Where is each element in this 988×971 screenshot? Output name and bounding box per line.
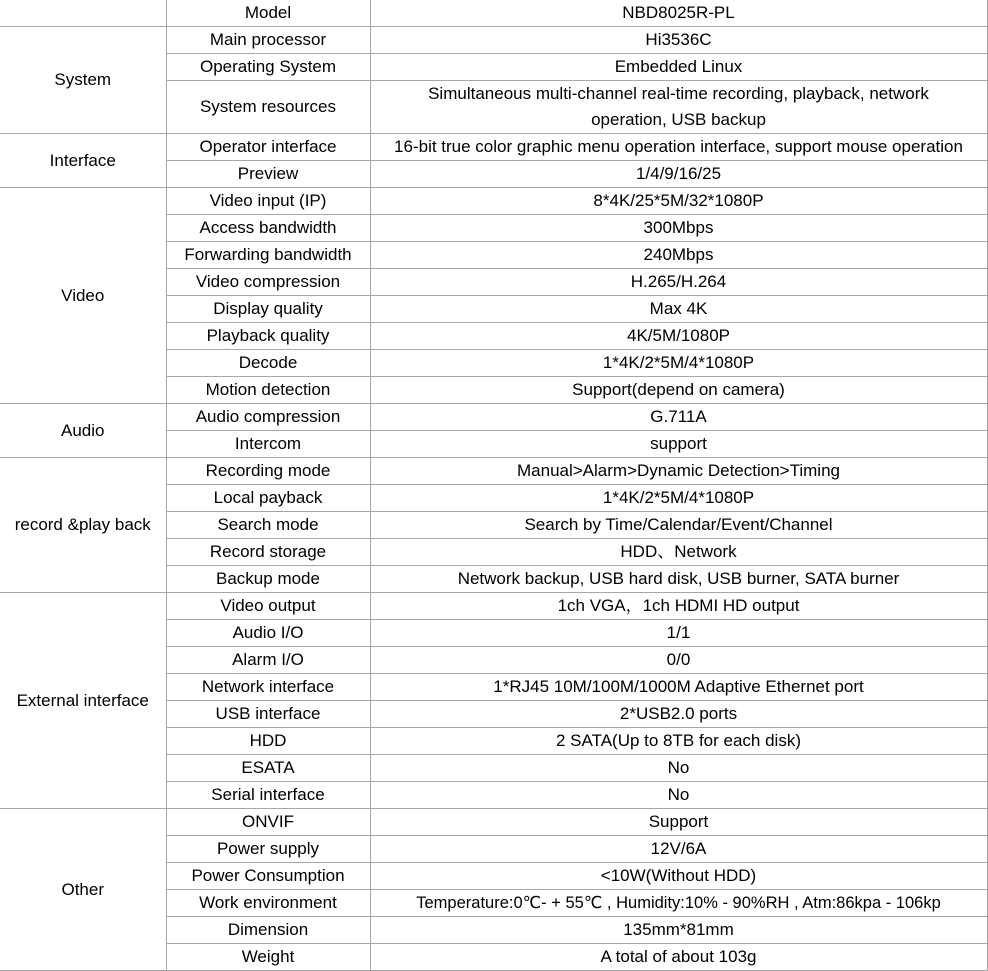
param-cell: Intercom	[166, 431, 370, 458]
param-cell: Work environment	[166, 890, 370, 917]
value-cell: Simultaneous multi-channel real-time recording, playback, network operation, USB backup	[370, 81, 987, 134]
param-cell: Network interface	[166, 674, 370, 701]
param-cell: USB interface	[166, 701, 370, 728]
param-cell: Operating System	[166, 54, 370, 81]
value-cell: 1ch VGA，1ch HDMI HD output	[370, 593, 987, 620]
param-cell: Playback quality	[166, 323, 370, 350]
param-cell: ONVIF	[166, 809, 370, 836]
value-cell: 2*USB2.0 ports	[370, 701, 987, 728]
param-cell: Video output	[166, 593, 370, 620]
param-cell: Forwarding bandwidth	[166, 242, 370, 269]
value-cell: 1*4K/2*5M/4*1080P	[370, 350, 987, 377]
param-cell: Display quality	[166, 296, 370, 323]
value-cell: Max 4K	[370, 296, 987, 323]
param-cell: Video input (IP)	[166, 188, 370, 215]
value-cell: NBD8025R-PL	[370, 0, 987, 27]
value-cell: Support	[370, 809, 987, 836]
param-cell: Model	[166, 0, 370, 27]
value-cell: No	[370, 782, 987, 809]
table-row	[0, 188, 987, 215]
value-cell: 300Mbps	[370, 215, 987, 242]
param-cell: HDD	[166, 728, 370, 755]
value-cell: 1/4/9/16/25	[370, 161, 987, 188]
value-cell: No	[370, 755, 987, 782]
table-row	[0, 404, 987, 431]
value-cell: H.265/H.264	[370, 269, 987, 296]
value-cell: 12V/6A	[370, 836, 987, 863]
category-cell-external-interface: External interface	[0, 593, 166, 809]
param-cell: Audio I/O	[166, 620, 370, 647]
param-cell: Record storage	[166, 539, 370, 566]
param-cell: Local payback	[166, 485, 370, 512]
value-cell: <10W(Without HDD)	[370, 863, 987, 890]
category-cell-system: System	[0, 27, 166, 134]
param-cell: Power Consumption	[166, 863, 370, 890]
category-cell-audio: Audio	[0, 404, 166, 458]
category-cell-other: Other	[0, 809, 166, 971]
param-cell: Alarm I/O	[166, 647, 370, 674]
category-cell-interface: Interface	[0, 134, 166, 188]
param-cell: Recording mode	[166, 458, 370, 485]
param-cell: Dimension	[166, 917, 370, 944]
value-cell: Hi3536C	[370, 27, 987, 54]
category-cell-record-playback: record &play back	[0, 458, 166, 593]
value-cell: Search by Time/Calendar/Event/Channel	[370, 512, 987, 539]
param-cell: Preview	[166, 161, 370, 188]
param-cell: Main processor	[166, 27, 370, 54]
value-cell: 135mm*81mm	[370, 917, 987, 944]
param-cell: Operator interface	[166, 134, 370, 161]
value-cell: HDD、Network	[370, 539, 987, 566]
table-row	[0, 0, 987, 27]
value-cell: 4K/5M/1080P	[370, 323, 987, 350]
table-row	[0, 809, 987, 836]
param-cell: ESATA	[166, 755, 370, 782]
value-cell: 8*4K/25*5M/32*1080P	[370, 188, 987, 215]
param-cell: Audio compression	[166, 404, 370, 431]
value-cell: Temperature:0℃- + 55℃ , Humidity:10% - 90%RH , Atm:86kpa - 106kp	[370, 890, 987, 917]
param-cell: Search mode	[166, 512, 370, 539]
param-cell: Access bandwidth	[166, 215, 370, 242]
value-cell: 1*4K/2*5M/4*1080P	[370, 485, 987, 512]
category-cell-empty	[0, 0, 166, 27]
value-cell: Embedded Linux	[370, 54, 987, 81]
value-cell: 240Mbps	[370, 242, 987, 269]
value-cell: A total of about 103g	[370, 944, 987, 971]
value-cell: Support(depend on camera)	[370, 377, 987, 404]
param-cell: Decode	[166, 350, 370, 377]
param-cell: Power supply	[166, 836, 370, 863]
table-row	[0, 134, 987, 161]
value-cell: G.711A	[370, 404, 987, 431]
param-cell: Weight	[166, 944, 370, 971]
value-cell: 0/0	[370, 647, 987, 674]
value-cell: Network backup, USB hard disk, USB burner, SATA burner	[370, 566, 987, 593]
param-cell: System resources	[166, 81, 370, 134]
param-cell: Serial interface	[166, 782, 370, 809]
table-row	[0, 593, 987, 620]
value-cell: 2 SATA(Up to 8TB for each disk)	[370, 728, 987, 755]
param-cell: Motion detection	[166, 377, 370, 404]
value-cell: 1/1	[370, 620, 987, 647]
value-cell: 1*RJ45 10M/100M/1000M Adaptive Ethernet port	[370, 674, 987, 701]
value-cell: support	[370, 431, 987, 458]
category-cell-video: Video	[0, 188, 166, 404]
param-cell: Video compression	[166, 269, 370, 296]
table-row	[0, 27, 987, 54]
param-cell: Backup mode	[166, 566, 370, 593]
table-row	[0, 458, 987, 485]
value-cell: 16-bit true color graphic menu operation interface, support mouse operation	[370, 134, 987, 161]
value-cell: Manual>Alarm>Dynamic Detection>Timing	[370, 458, 987, 485]
